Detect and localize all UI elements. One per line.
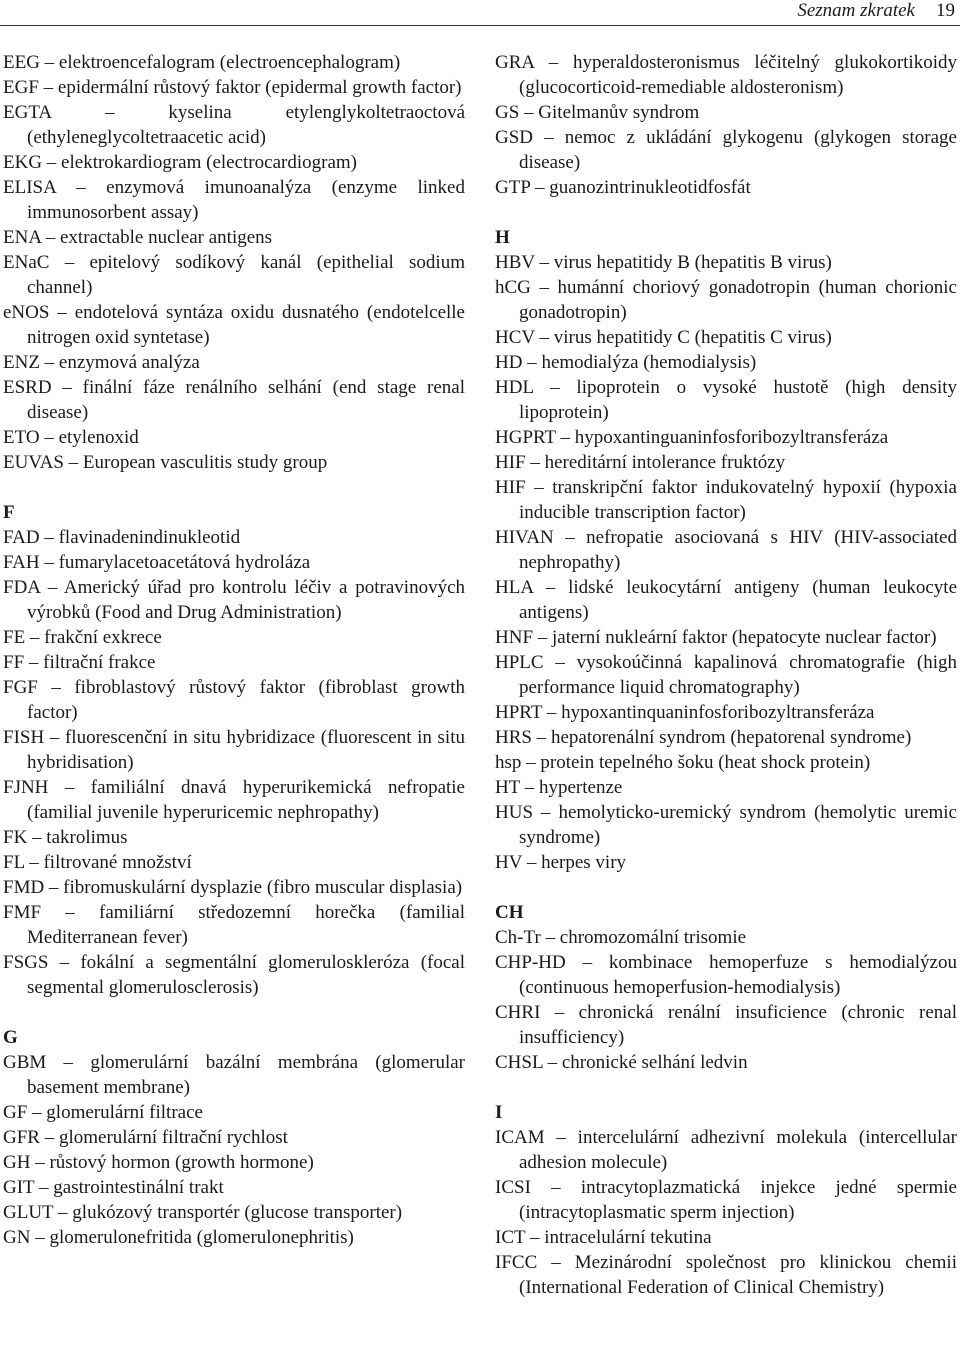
abbreviation-entry: FAD – flavinadenindinukleotid bbox=[3, 527, 241, 548]
abbreviation-entry: GSD – nemoc z ukládání glykogenu (glykogen storage disease) bbox=[495, 127, 957, 173]
abbreviation-entry: CHSL – chronické selhání ledvin bbox=[495, 1052, 748, 1073]
abbreviation-entry: ICT – intracelulární tekutina bbox=[495, 1227, 712, 1248]
abbreviation-entry: HUS – hemolyticko-uremický syndrom (hemolytic uremic syndrome) bbox=[495, 802, 957, 848]
section-letter: H bbox=[495, 227, 510, 248]
abbreviation-entry: FE – frakční exkrece bbox=[3, 627, 162, 648]
abbreviation-entry: FF – filtrační frakce bbox=[3, 652, 156, 673]
abbreviation-entry: IFCC – Mezinárodní společnost pro klinickou chemii (International Federation of Clinical Chemistry) bbox=[495, 1252, 957, 1298]
abbreviation-entry: FL – filtrované množství bbox=[3, 852, 192, 873]
abbreviation-entry: ELISA – enzymová imunoanalýza (enzyme linked immunosorbent assay) bbox=[3, 177, 465, 223]
abbreviation-entry: ICAM – intercelulární adhezivní molekula (intercellular adhesion molecule) bbox=[495, 1127, 957, 1173]
abbreviation-entry: EGF – epidermální růstový faktor (epidermal growth factor) bbox=[3, 77, 462, 98]
abbreviation-entry: GF – glomerulární filtrace bbox=[3, 1102, 203, 1123]
left-column bbox=[3, 50, 465, 1250]
abbreviation-entry: FDA – Americký úřad pro kontrolu léčiv a potravinových výrobků (Food and Drug Administration) bbox=[3, 577, 465, 623]
abbreviation-entry: HT – hypertenze bbox=[495, 777, 623, 798]
abbreviation-entry: GFR – glomerulární filtrační rychlost bbox=[3, 1127, 288, 1148]
abbreviation-entry: ETO – etylenoxid bbox=[3, 427, 139, 448]
abbreviation-entry: CHRI – chronická renální insuficience (chronic renal insufficiency) bbox=[495, 1002, 957, 1048]
abbreviation-entry: GN – glomerulonefritida (glomerulonephritis) bbox=[3, 1227, 354, 1248]
abbreviation-entry: HGPRT – hypoxantinguaninfosforibozyltransferáza bbox=[495, 427, 889, 448]
abbreviation-entry: EUVAS – European vasculitis study group bbox=[3, 452, 328, 473]
page-number: 19 bbox=[936, 0, 955, 21]
abbreviation-entry: HNF – jaterní nukleární faktor (hepatocyte nuclear factor) bbox=[495, 627, 937, 648]
abbreviation-entry: ENaC – epitelový sodíkový kanál (epithelial sodium channel) bbox=[3, 252, 465, 298]
abbreviation-entry: FK – takrolimus bbox=[3, 827, 128, 848]
abbreviation-entry: HPLC – vysokoúčinná kapalinová chromatografie (high performance liquid chromatography) bbox=[495, 652, 957, 698]
abbreviation-entry: FAH – fumarylacetoacetátová hydroláza bbox=[3, 552, 311, 573]
abbreviation-entry: GIT – gastrointestinální trakt bbox=[3, 1177, 224, 1198]
abbreviation-entry: hCG – humánní choriový gonadotropin (human chorionic gonadotropin) bbox=[495, 277, 957, 323]
abbreviation-entry: ESRD – finální fáze renálního selhání (end stage renal disease) bbox=[3, 377, 465, 423]
abbreviation-entry: GTP – guanozintrinukleotidfosfát bbox=[495, 177, 751, 198]
abbreviation-entry: HIF – transkripční faktor indukovatelný hypoxií (hypoxia inducible transcription factor) bbox=[495, 477, 957, 523]
abbreviation-entry: HDL – lipoprotein o vysoké hustotě (high density lipoprotein) bbox=[495, 377, 957, 423]
abbreviation-entry: EGTA – kyselina etylenglykoltetraoctová (ethyleneglycoltetraacetic acid) bbox=[3, 102, 465, 148]
abbreviation-entry: HD – hemodialýza (hemodialysis) bbox=[495, 352, 757, 373]
abbreviation-entry: HLA – lidské leukocytární antigeny (human leukocyte antigens) bbox=[495, 577, 957, 623]
right-column bbox=[495, 50, 957, 1300]
section-letter: F bbox=[3, 502, 15, 523]
abbreviation-entry: HIF – hereditární intolerance fruktózy bbox=[495, 452, 786, 473]
abbreviation-entry: HRS – hepatorenální syndrom (hepatorenal syndrome) bbox=[495, 727, 912, 748]
abbreviation-entry: ICSI – intracytoplazmatická injekce jedné spermie (intracytoplasmatic sperm injection) bbox=[495, 1177, 957, 1223]
abbreviation-entry: GS – Gitelmanův syndrom bbox=[495, 102, 700, 123]
header-rule bbox=[0, 25, 960, 26]
abbreviation-entry: FSGS – fokální a segmentální glomeruloskleróza (focal segmental glomerulosclerosis) bbox=[3, 952, 465, 998]
abbreviation-entry: ENA – extractable nuclear antigens bbox=[3, 227, 273, 248]
abbreviation-entry: HBV – virus hepatitidy B (hepatitis B virus) bbox=[495, 252, 832, 273]
abbreviation-entry: eNOS – endotelová syntáza oxidu dusnatého (endotelcelle nitrogen oxid syntetase) bbox=[3, 302, 465, 348]
abbreviation-entry: CHP-HD – kombinace hemoperfuze s hemodialýzou (continuous hemoperfusion-hemodialysis) bbox=[495, 952, 957, 998]
section-letter: G bbox=[3, 1027, 18, 1048]
abbreviation-entry: FISH – fluorescenční in situ hybridizace (fluorescent in situ hybridisation) bbox=[3, 727, 465, 773]
abbreviation-entry: FGF – fibroblastový růstový faktor (fibroblast growth factor) bbox=[3, 677, 465, 723]
abbreviation-entry: hsp – protein tepelného šoku (heat shock protein) bbox=[495, 752, 871, 773]
abbreviation-entry: HV – herpes viry bbox=[495, 852, 627, 873]
running-title: Seznam zkratek bbox=[797, 0, 915, 21]
abbreviation-entry: FMF – familiární středozemní horečka (familial Mediterranean fever) bbox=[3, 902, 465, 948]
page-header bbox=[0, 0, 960, 26]
abbreviation-entry: GBM – glomerulární bazální membrána (glomerular basement membrane) bbox=[3, 1052, 465, 1098]
abbreviation-entry: FMD – fibromuskulární dysplazie (fibro muscular displasia) bbox=[3, 877, 463, 898]
section-letter: I bbox=[495, 1102, 503, 1123]
abbreviation-entry: GRA – hyperaldosteronismus léčitelný glukokortikoidy (glucocorticoid-remediable aldosteronism) bbox=[495, 52, 957, 98]
abbreviation-entry: GH – růstový hormon (growth hormone) bbox=[3, 1152, 314, 1173]
abbreviation-entry: ENZ – enzymová analýza bbox=[3, 352, 200, 373]
section-letter: CH bbox=[495, 902, 524, 923]
abbreviation-entry: GLUT – glukózový transportér (glucose transporter) bbox=[3, 1202, 403, 1223]
abbreviation-entry: HIVAN – nefropatie asociovaná s HIV (HIV-associated nephropathy) bbox=[495, 527, 957, 573]
abbreviation-entry: FJNH – familiální dnavá hyperurikemická nefropatie (familial juvenile hyperuricemic nephropathy) bbox=[3, 777, 465, 823]
abbreviation-entry: EKG – elektrokardiogram (electrocardiogram) bbox=[3, 152, 357, 173]
abbreviation-entry: Ch-Tr – chromozomální trisomie bbox=[495, 927, 747, 948]
abbreviation-entry: EEG – elektroencefalogram (electroencephalogram) bbox=[3, 52, 401, 73]
abbreviation-entry: HPRT – hypoxantinquaninfosforibozyltransferáza bbox=[495, 702, 875, 723]
abbreviation-entry: HCV – virus hepatitidy C (hepatitis C virus) bbox=[495, 327, 832, 348]
